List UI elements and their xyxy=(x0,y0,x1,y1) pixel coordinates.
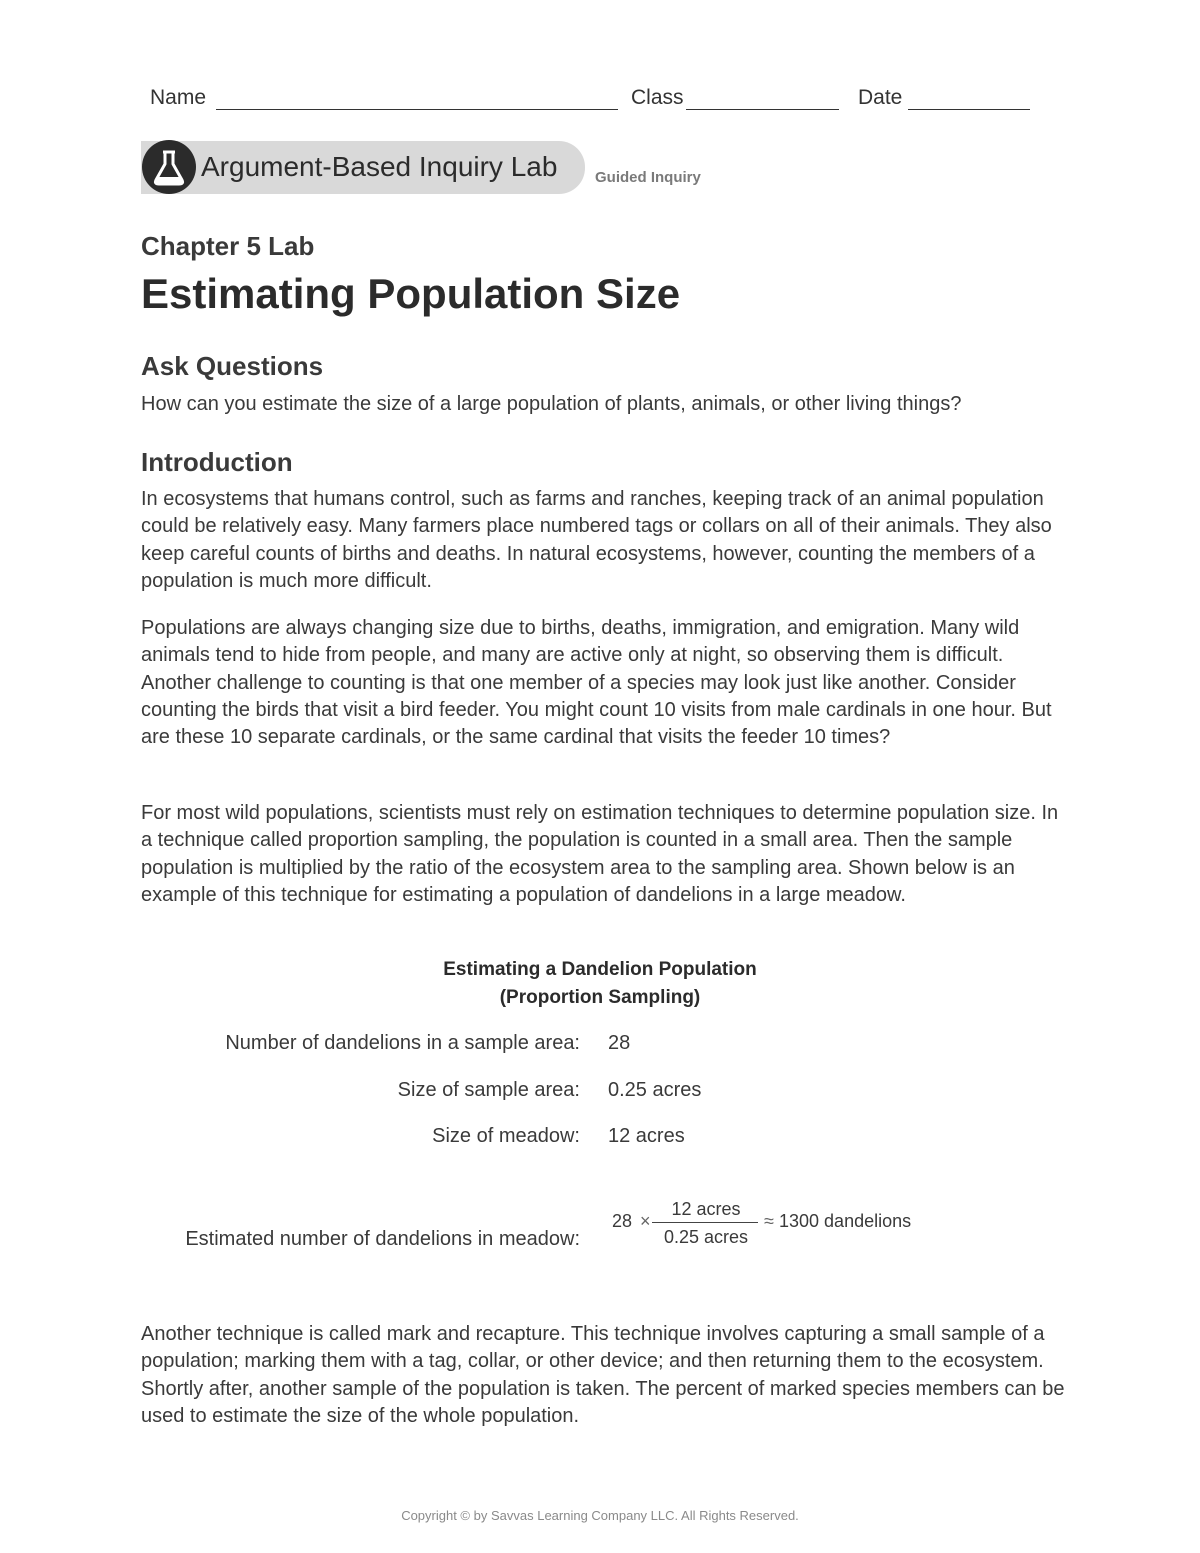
name-blank[interactable] xyxy=(216,109,618,110)
formula-numerator: 12 acres xyxy=(671,1199,741,1219)
formula-times: × xyxy=(640,1211,651,1231)
intro-paragraph-2: Populations are always changing size due to births, deaths, immigration, and emigration. Many wild animals tend to hide from people, and many are active only at night, so observing them is difficult. Another challenge to counting is that one member of a species may look just like another. Consider counting the birds that visit a bird feeder. You might count 10 visits from male cardinals in one hour. But are these 10 separate cardinals, or the same cardinal that visits the feeder 10 times? xyxy=(141,617,1052,749)
intro-paragraph-1: In ecosystems that humans control, such as farms and ranches, keeping track of an animal population could be relatively easy. Many farmers place numbered tags or collars on all of their animals. They also keep careful counts of births and deaths. In natural ecosystems, however, counting the members of a population is much more difficult. xyxy=(141,488,1052,592)
ask-questions-heading: Ask Questions xyxy=(141,351,324,381)
table-row-label: Number of dandelions in a sample area: xyxy=(225,1032,580,1054)
table-title-line2: (Proportion Sampling) xyxy=(499,987,701,1008)
formula-denominator: 0.25 acres xyxy=(663,1227,749,1247)
estimate-label: Estimated number of dandelions in meadow: xyxy=(185,1228,580,1250)
formula-approx: ≈ xyxy=(764,1211,774,1231)
intro-paragraph-4: Another technique is called mark and recapture. This technique involves capturing a small sample of a population; marking them with a tag, collar, or other device; and then returning them to the ecosystem. Shortly after, another sample of the population is taken. The percent of marked species members can be used to estimate the size of the whole population. xyxy=(141,1323,1065,1427)
page-title: Estimating Population Size xyxy=(141,270,681,317)
date-blank[interactable] xyxy=(908,109,1030,110)
ask-questions-text: How can you estimate the size of a large population of plants, animals, or other living things? xyxy=(141,393,962,415)
table-row-value: 0.25 acres xyxy=(608,1079,702,1101)
name-label: Name xyxy=(150,86,207,109)
banner-title: Argument-Based Inquiry Lab xyxy=(201,151,558,182)
introduction-heading: Introduction xyxy=(141,447,293,477)
table-title-line1: Estimating a Dandelion Population xyxy=(443,959,757,980)
chapter-label: Chapter 5 Lab xyxy=(141,231,315,261)
table-row-value: 12 acres xyxy=(608,1125,685,1147)
class-label: Class xyxy=(631,86,684,109)
copyright-footer: Copyright © by Savvas Learning Company LLC. All Rights Reserved. xyxy=(401,1508,799,1523)
fraction-bar xyxy=(652,1222,758,1223)
banner-subtitle: Guided Inquiry xyxy=(595,169,701,186)
formula-multiplier: 28 xyxy=(612,1211,633,1231)
table-row-label: Size of sample area: xyxy=(397,1079,580,1101)
date-label: Date xyxy=(858,86,903,109)
table-row-value: 28 xyxy=(608,1032,631,1054)
table-row-label: Size of meadow: xyxy=(432,1125,580,1147)
flask-icon xyxy=(142,140,196,194)
intro-paragraph-3: For most wild populations, scientists must rely on estimation techniques to determine population size. In a technique called proportion sampling, the population is counted in a small area. Then the sample population is multiplied by the ratio of the ecosystem area to the sampling area. Shown below is an example of this technique for estimating a population of dandelions in a large meadow. xyxy=(141,802,1059,906)
formula-result: 1300 dandelions xyxy=(779,1211,912,1231)
class-blank[interactable] xyxy=(686,109,839,110)
